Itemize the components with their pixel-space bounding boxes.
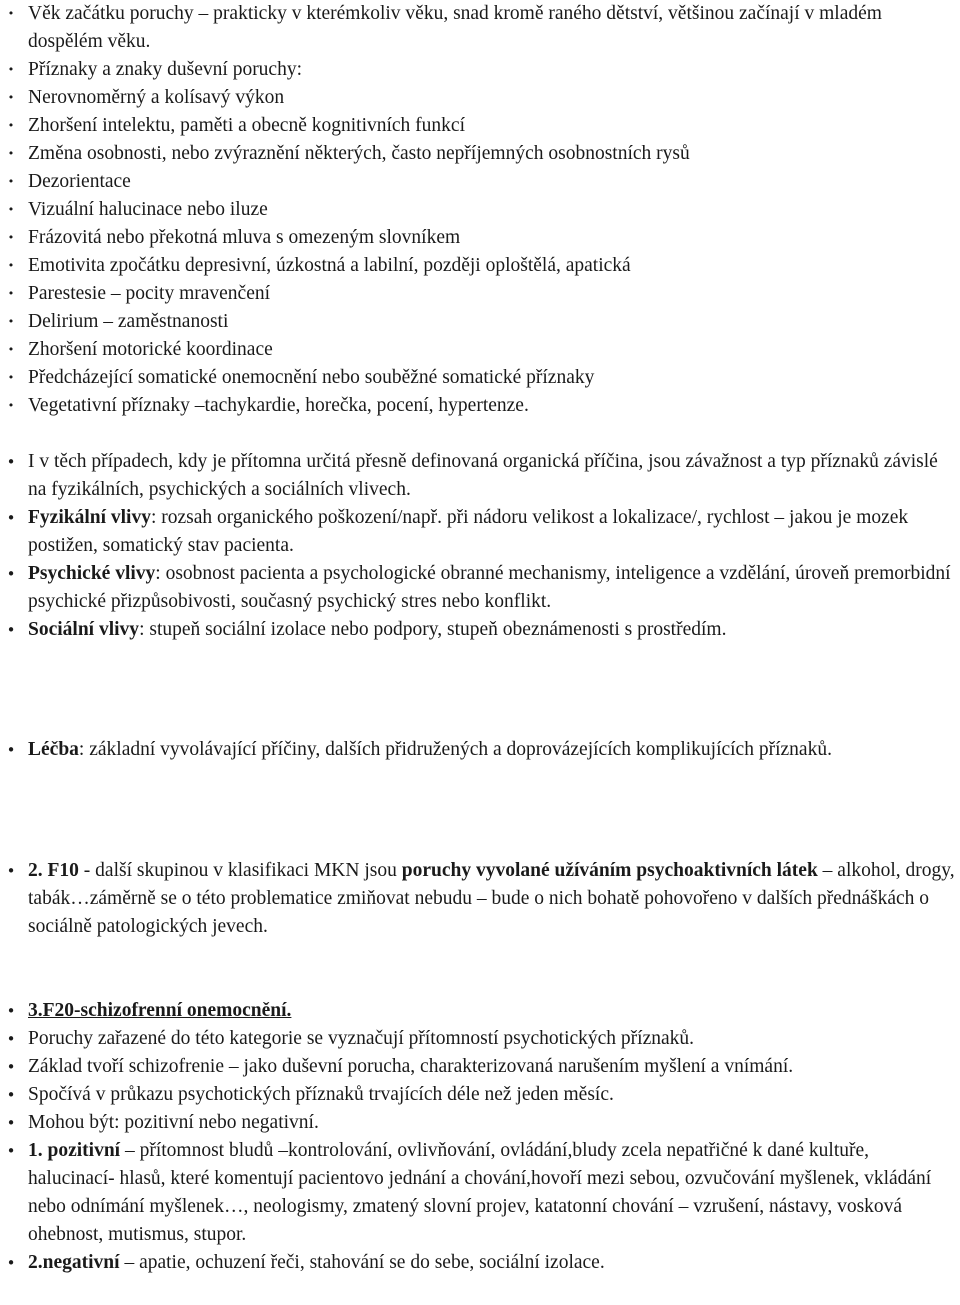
list-item: • Delirium – zaměstnanosti [7,311,229,332]
list-item: • Základ tvoří schizofrenie – jako duševní porucha, charakterizovaná narušením myšlení a vnímání. [6,1056,794,1077]
list-item: • Sociální vlivy: stupeň sociální izolace nebo podpory, stupeň obeznámenosti s prostředím. [6,619,727,640]
list-item: • Fyzikální vlivy: rozsah organického poškození/např. při nádoru velikost a lokalizace/, rychlost – jakou je mozek postižen, somatický stav pacienta. [6,507,909,556]
symptom-list [0,0,960,420]
list-item: • Dezorientace [7,171,131,192]
influences-list [0,448,960,644]
list-item: • Parestesie – pocity mravenčení [7,283,271,304]
list-item: • Emotivita zpočátku depresivní, úzkostná a labilní, později oploštělá, apatická [7,255,631,276]
list-item: • I v těch případech, kdy je přítomna určitá přesně definovaná organická příčina, jsou závažnost a typ příznaků závislé na fyzikálních, psychických a sociálních vlivech. [6,451,938,500]
list-item: • Vizuální halucinace nebo iluze [7,199,268,220]
list-item: • Předcházející somatické onemocnění nebo souběžné somatické příznaky [7,367,595,388]
list-item: • Změna osobnosti, nebo zvýraznění některých, často nepříjemných osobnostních rysů [7,143,690,164]
section-heading: • 3.F20-schizofrenní onemocnění. [6,1000,292,1021]
list-item: • Zhoršení motorické koordinace [7,339,273,360]
list-item: • Psychické vlivy: osobnost pacienta a psychologické obranné mechanismy, inteligence a vzdělání, úroveň premorbidní psychické přizpůsobivosti, současný psychický stres nebo konflikt. [6,563,951,612]
f20-list [0,997,960,1277]
list-item: • Frázovitá nebo překotná mluva s omezeným slovníkem [7,227,461,248]
list-item: • Příznaky a znaky duševní poruchy: [7,59,303,80]
list-item: • 2.negativní – apatie, ochuzení řeči, stahování se do sebe, sociální izolace. [6,1252,605,1273]
list-item: • Léčba: základní vyvolávající příčiny, dalších přidružených a doprovázejících komplikujících příznaků. [6,739,832,760]
list-item: • 2. F10 - další skupinou v klasifikaci MKN jsou poruchy vyvolané užíváním psychoaktivních látek – alkohol, drogy, tabák…záměrně se o této problematice zmiňovat nebudu – bude o nich bohatě pohovořeno v dalších přednáškách o sociálně patologických jevech. [6,860,955,937]
list-item: • Mohou být: pozitivní nebo negativní. [6,1112,319,1133]
list-item: • Vegetativní příznaky –tachykardie, horečka, pocení, hypertenze. [7,395,529,416]
list-item: • Spočívá v průkazu psychotických příznaků trvajících déle než jeden měsíc. [6,1084,614,1105]
list-item: • 1. pozitivní – přítomnost bludů –kontrolování, ovlivňování, ovládání,bludy zcela nepatřičné k dané kultuře, halucinací- hlasů, které komentují pacientovo jednání a chování,hovoří mezi sebou, ozvučování myšlenek, vkládání nebo odnímání myšlenek…, neologismy, zmatený slovní projev, katatonní chování – vzrušení, nástavy, vosková ohebnost, mutismus, stupor. [6,1140,932,1245]
list-item: • Věk začátku poruchy – prakticky v kterémkoliv věku, snad kromě raného dětství, většinou začínají v mladém dospělém věku. [7,3,882,52]
list-item: • Nerovnoměrný a kolísavý výkon [7,87,285,108]
f10-list [0,857,960,941]
treatment-list [0,736,960,764]
list-item: • Zhoršení intelektu, paměti a obecně kognitivních funkcí [7,115,465,136]
list-item: • Poruchy zařazené do této kategorie se vyznačují přítomností psychotických příznaků. [6,1028,695,1049]
